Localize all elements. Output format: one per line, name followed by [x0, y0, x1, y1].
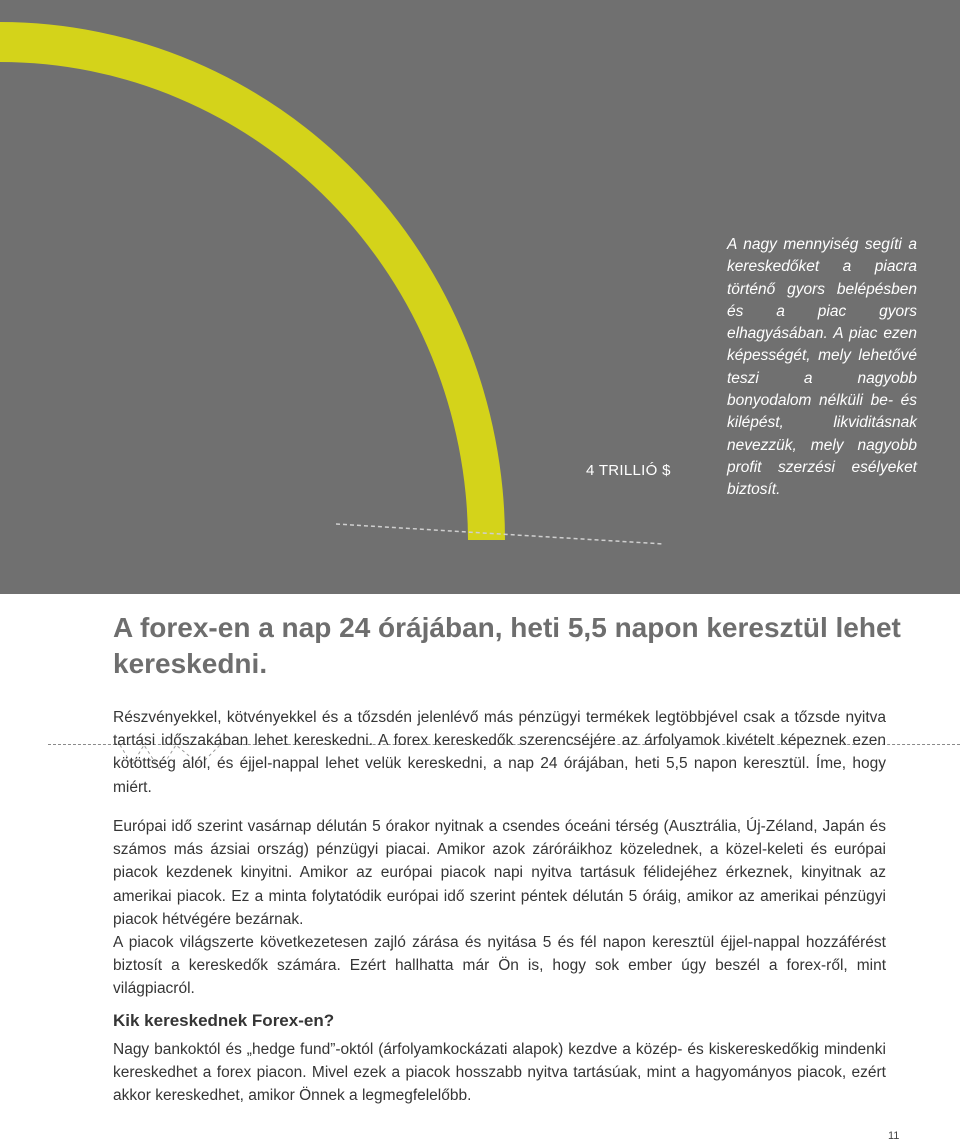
sidebar-quote: A nagy mennyiség segíti a kereskedőket a piacra történő gyors belépésben és a piac gyors elhagyásában. A piac ezen képességét, mely lehetővé teszi a nagyobb bonyodalom nélküli be- és kilépést, likviditásnak nevezzük, mely nagyobb profit szerzési esélyeket biztosít. [727, 236, 917, 499]
paragraph-market-sessions [113, 815, 886, 1001]
page-headline: A forex-en a nap 24 órájában, heti 5,5 napon keresztül lehet kereskedni. [113, 612, 901, 679]
paragraph-who-trades: Nagy bankoktól és „hedge fund”-októl (árfolyamkockázati alapok) kezdve a közép- és kiskereskedőkig mindenki kereskedhet a forex piacon. Mivel ezek a piacok hosszabb nyitva tartásúak, mint a hagyományos piacok, ezért akkor kereskedhet, amikor Önnek a legmegfelelőbb. [113, 1041, 886, 1105]
paragraph-trading-hours: Részvényekkel, kötvényekkel és a tőzsdén jelenlévő más pénzügyi termékek legtöbbjével csak a tőzsde nyitva tartási időszakában lehet kereskedni. A forex kereskedők szerencséjére az árfolyamok kivételt képeznek ezen kötöttség alól, és éjjel-nappal lehet velük kereskedni, a nap 24 órájában, heti 5,5 napon keresztül. Íme, hogy miért. [113, 709, 886, 796]
paragraph-market-sessions-part-1: Európai idő szerint vasárnap délután 5 órakor nyitnak a csendes óceáni térség (Ausztrália, Új-Zéland, Japán és számos más ázsiai ország) pénzügyi piacai. Amikor azok záróráikhoz közelednek, a közel-keleti és európai piacok kezdenek kinyitni. Amikor az európai piacok napi nyitva tartásuk félidejéhez érkeznek, kinyitnak az amerikai piacok. Ez a minta folytatódik európai idő szerint péntek délután 5 óráig, amikor az amerikai pénzügyi piacok hétvégére bezárnak. [113, 818, 886, 928]
yellow-arc-lower [0, 596, 48, 1145]
page-number: 11 [888, 1130, 900, 1142]
section-subheading: Kik kereskednek Forex-en? [113, 1011, 335, 1030]
figure-label: 4 TRILLIÓ $ [586, 462, 671, 479]
paragraph-market-sessions-part-2: A piacok világszerte következetesen zajló zárása és nyitása 5 és fél napon keresztül éjjel-nappal hozzáférést biztosít a kereskedők számára. Ezért hallhatta már Ön is, hogy sok ember úgy beszél a forex-ről, mint világpiacról. [113, 934, 886, 998]
